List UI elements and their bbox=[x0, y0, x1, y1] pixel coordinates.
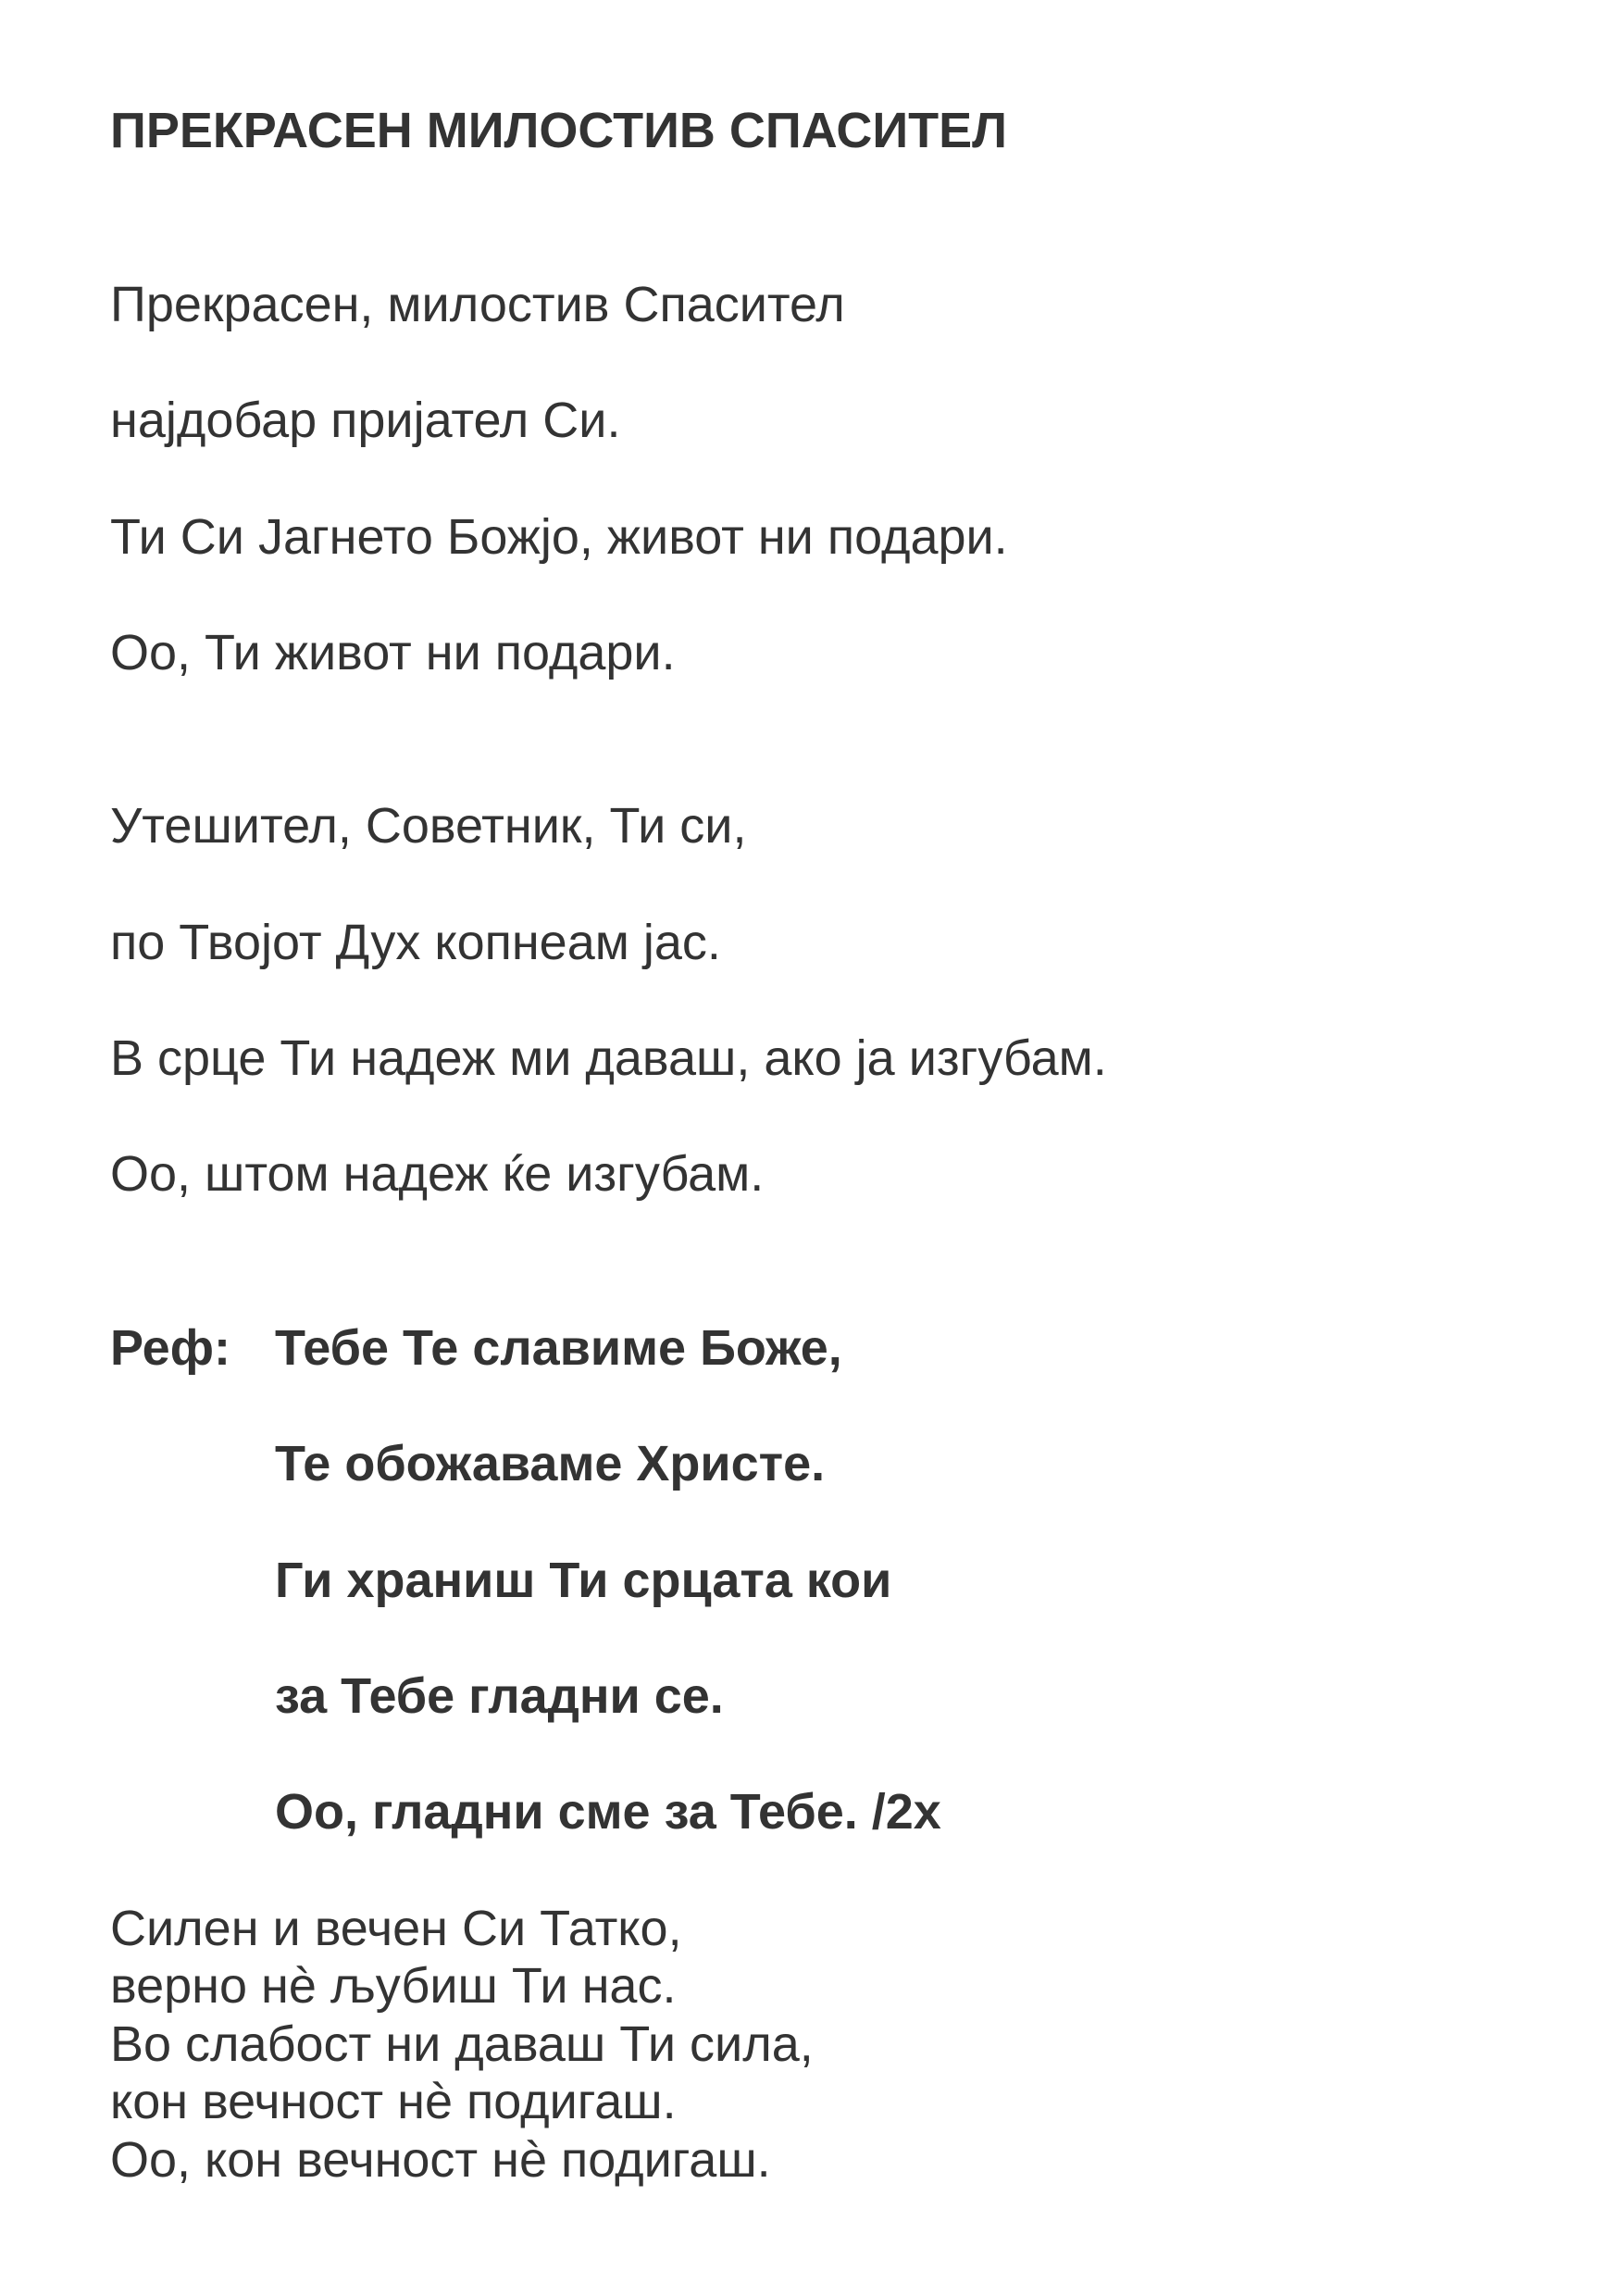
verse-line: по Твојот Дух копнеам јас. bbox=[110, 915, 721, 970]
verse-line: Ти Си Јагнето Божјо, живот ни подари. bbox=[110, 509, 1008, 565]
refrain-line: за Тебе гладни се. bbox=[275, 1668, 724, 1724]
verse-line: најдобар пријател Си. bbox=[110, 393, 621, 448]
verse-line: Утешител, Советник, Ти си, bbox=[110, 798, 747, 854]
verse-line: Оо, кон вечност нè подигаш. bbox=[110, 2132, 771, 2188]
verse-line: В срце Ти надеж ми даваш, ако ја изгубам. bbox=[110, 1030, 1107, 1086]
verse-line: Прекрасен, милостив Спасител bbox=[110, 277, 845, 332]
refrain-line: Те обожаваме Христе. bbox=[275, 1436, 826, 1491]
verse-line: Оо, штом надеж ќе изгубам. bbox=[110, 1146, 765, 1202]
verse-line: верно нè љубиш Ти нас. bbox=[110, 1958, 677, 2014]
verse-line: кон вечност нè подигаш. bbox=[110, 2074, 677, 2129]
verse-line: Во слабост ни даваш Ти сила, bbox=[110, 2016, 814, 2072]
refrain-line: Тебе Те славиме Боже, bbox=[275, 1320, 842, 1376]
refrain-line: Оо, гладни сме за Тебе. /2х bbox=[275, 1784, 941, 1840]
song-title: ПРЕКРАСЕН МИЛОСТИВ СПАСИТЕЛ bbox=[110, 103, 1008, 158]
refrain-label: Реф: bbox=[110, 1320, 230, 1376]
verse-line: Оо, Ти живот ни подари. bbox=[110, 625, 676, 680]
refrain-line: Ги храниш Ти срцата кои bbox=[275, 1553, 892, 1608]
verse-line: Силен и вечен Си Татко, bbox=[110, 1901, 682, 1956]
